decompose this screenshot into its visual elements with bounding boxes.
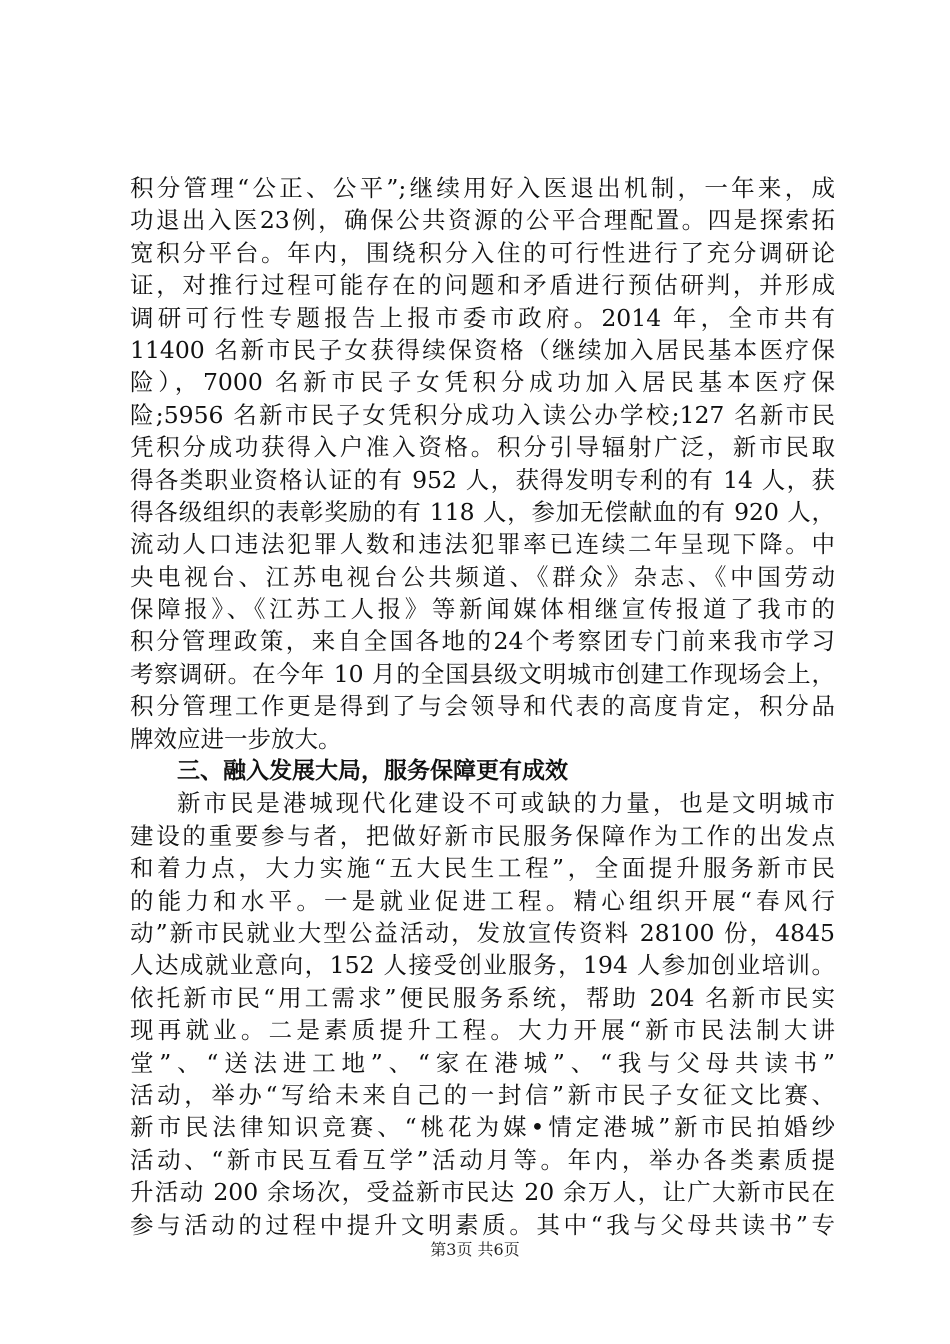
- paragraph-2: [130, 787, 835, 1240]
- text-line: 和着力点，大力实施“五大民生工程”，全面提升服务新市民: [130, 854, 835, 883]
- text-line: 积分管理政策，来自全国各地的24个考察团专门前来我市学习: [130, 627, 835, 656]
- text-line: 新市民法律知识竞赛、“桃花为媒•情定港城”新市民拍婚纱: [130, 1113, 835, 1142]
- text-line: 积分管理“公正、公平”;继续用好入医退出机制，一年来，成: [130, 174, 835, 202]
- text-line: 积分管理工作更是得到了与会领导和代表的高度肯定，积分品: [130, 692, 835, 721]
- text-line: 功退出入医23例，确保公共资源的公平合理配置。四是探索拓: [130, 206, 835, 235]
- paragraph-1: [130, 172, 835, 755]
- text-line: 人达成就业意向，152 人接受创业服务，194 人参加创业培训。: [130, 951, 835, 980]
- section-heading: 三、融入发展大局，服务保障更有成效: [177, 758, 568, 785]
- text-line: 险;5956 名新市民子女凭积分成功入读公办学校;127 名新市民: [130, 400, 835, 429]
- text-line: 动”新市民就业大型公益活动，发放宣传资料 28100 份，4845: [130, 918, 835, 947]
- text-line: 的能力和水平。一是就业促进工程。精心组织开展“春风行: [130, 886, 835, 915]
- text-line: 调研可行性专题报告上报市委市政府。2014 年，全市共有: [130, 303, 835, 332]
- text-line: 得各级组织的表彰奖励的有 118 人，参加无偿献血的有 920 人，: [130, 497, 835, 526]
- document-body: [130, 172, 835, 1241]
- text-line: 活动，举办“写给未来自己的一封信”新市民子女征文比赛、: [130, 1080, 835, 1109]
- text-line: 牌效应进一步放大。: [130, 724, 342, 753]
- text-line: 证，对推行过程可能存在的问题和矛盾进行预估研判，并形成: [130, 271, 835, 300]
- text-line: 保障报》、《江苏工人报》等新闻媒体相继宣传报道了我市的: [130, 595, 835, 624]
- text-line: 新市民是港城现代化建设不可或缺的力量，也是文明城市: [177, 789, 835, 818]
- text-line: 11400 名新市民子女获得续保资格（继续加入居民基本医疗保: [130, 335, 835, 364]
- text-line: 央电视台、江苏电视台公共频道、《群众》杂志、《中国劳动: [130, 562, 835, 591]
- text-line: 建设的重要参与者，把做好新市民服务保障作为工作的出发点: [130, 821, 835, 850]
- text-line: 现再就业。二是素质提升工程。大力开展“新市民法制大讲: [130, 1016, 835, 1045]
- text-line: 活动、“新市民互看互学”活动月等。年内，举办各类素质提: [130, 1145, 835, 1174]
- text-line: 得各类职业资格认证的有 952 人，获得发明专利的有 14 人，获: [130, 465, 835, 494]
- text-line: 凭积分成功获得入户准入资格。积分引导辐射广泛，新市民取: [130, 433, 835, 462]
- text-line: 参与活动的过程中提升文明素质。其中“我与父母共读书”专: [130, 1210, 835, 1239]
- text-line: 堂”、“送法进工地”、“家在港城”、“我与父母共读书”: [130, 1048, 835, 1077]
- text-line: 宽积分平台。年内，围绕积分入住的可行性进行了充分调研论: [130, 238, 835, 267]
- text-line: 依托新市民“用工需求”便民服务系统，帮助 204 名新市民实: [130, 983, 835, 1012]
- text-line: 考察调研。在今年 10 月的全国县级文明城市创建工作现场会上，: [130, 659, 835, 688]
- page-number-footer: 第3页 共6页: [430, 1240, 520, 1259]
- text-line: 险），7000 名新市民子女凭积分成功加入居民基本医疗保: [130, 368, 835, 397]
- text-line: 流动人口违法犯罪人数和违法犯罪率已连续二年呈现下降。中: [130, 530, 835, 559]
- text-line: 升活动 200 余场次，受益新市民达 20 余万人，让广大新市民在: [130, 1178, 835, 1207]
